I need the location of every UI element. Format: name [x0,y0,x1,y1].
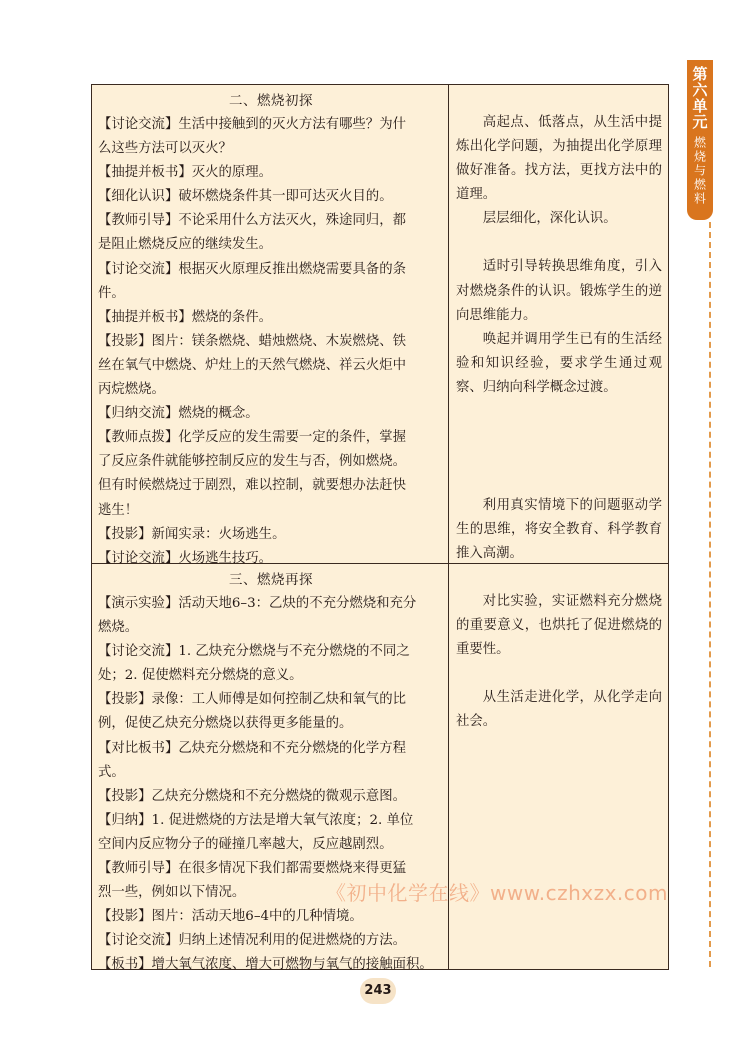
section-2-lines [98,113,444,571]
content-line: 是阻止燃烧反应的继续发生。 [98,237,273,253]
table-row-section-2 [92,85,668,564]
design-note: 从生活走进化学，从化学走向社会。 [456,690,662,730]
content-line: 【投影】新闻实录：火场逃生。 [98,526,286,542]
section-3-lines [98,592,444,978]
content-line: 【演示实验】活动天地6–3：乙炔的不充分燃烧和充分 [98,596,417,611]
content-line: 【抽提并板书】燃烧的条件。 [98,309,273,325]
content-line: 【教师引导】不论采用什么方法灭火，殊途同归，都 [98,213,406,229]
content-line: 【讨论交流】生活中接触到的灭火方法有哪些？为什 [98,117,406,132]
design-note: 层层细化，深化认识。 [482,211,617,227]
content-line: 【讨论交流】根据灭火原理反推出燃烧需要具备的条 [98,261,406,277]
design-note: 利用真实情境下的问题驱动学生的思维，将安全教育、科学教育推入高潮。 [456,498,662,562]
side-dashed-line [709,222,711,967]
content-line: 【投影】图片：活动天地6–4中的几种情境。 [98,909,363,925]
table-row-section-3 [92,564,668,973]
lesson-table [91,84,669,973]
content-line: 【投影】录像：工人师傅是如何控制乙炔和氧气的比 [98,692,406,708]
content-line: 了反应条件就能够控制反应的发生与否，例如燃烧。 [98,454,406,470]
content-line: 逃生！ [98,502,139,518]
unit-subtitle: 燃烧与燃料 [692,136,707,206]
section-title: 三、燃烧再探 [229,572,313,588]
design-note: 对比实验，实证燃料充分燃烧的重要意义，也烘托了促进燃烧的重要性。 [456,594,662,658]
unit-side-tab [687,60,713,220]
content-line: 【抽提并板书】灭火的原理。 [98,165,273,181]
content-line: 【对比板书】乙炔充分燃烧和不充分燃烧的化学方程 [98,740,406,756]
content-line: 空间内反应物分子的碰撞几率越大，反应越剧烈。 [98,836,393,852]
content-line: 丝在氧气中燃烧、炉灶上的天然气燃烧、祥云火炬中 [98,357,406,373]
content-line: 【板书】增大氧气浓度、增大可燃物与氧气的接触面积。 [98,957,433,973]
page-number: 243 [360,978,396,1004]
content-line: 烈一些，例如以下情况。 [98,885,246,901]
content-line: 【投影】图片：镁条燃烧、蜡烛燃烧、木炭燃烧、铁 [98,333,406,349]
content-line: 件。 [98,285,125,301]
content-line: 例，促使乙炔充分燃烧以获得更多能量的。 [98,716,353,732]
content-line: 【讨论交流】1. 乙炔充分燃烧与不充分燃烧的不同之 [98,644,410,660]
watermark-text: 《初中化学在线》www.czhxzx.com [326,881,669,905]
design-intent-cell [450,85,668,563]
content-line: 么这些方法可以灭火？ [98,141,232,157]
design-note: 适时引导转换思维角度，引入对燃烧条件的认识。锻炼学生的逆向思维能力。 [456,259,662,323]
content-line: 丙烷燃烧。 [98,382,165,398]
content-line: 【细化认识】破坏燃烧条件其一即可达灭火目的。 [98,189,393,205]
content-line: 【归纳交流】燃烧的概念。 [98,406,259,422]
section-title: 二、燃烧初探 [229,93,313,109]
content-line: 燃烧。 [98,620,139,636]
content-line: 【教师引导】在很多情况下我们都需要燃烧来得更猛 [98,861,406,877]
content-line: 但有时候燃烧过于剧烈，难以控制，就要想办法赶快 [98,478,406,494]
content-line: 式。 [98,764,125,780]
content-line: 【教师点拨】化学反应的发生需要一定的条件，掌握 [98,430,406,446]
design-intent-cell [450,564,668,969]
design-note: 高起点、低落点，从生活中提炼出化学问题，为抽提出化学原理做好准备。找方法，更找方法中的道理。 [456,115,662,203]
teaching-process-cell [92,85,449,566]
content-line: 【归纳】1. 促进燃烧的方法是增大氧气浓度；2. 单位 [98,812,414,828]
unit-label: 第六单元 [690,66,709,130]
content-line: 【投影】乙炔充分燃烧和不充分燃烧的微观示意图。 [98,788,406,804]
content-line: 【讨论交流】归纳上述情况利用的促进燃烧的方法。 [98,933,406,949]
design-note: 唤起并调用学生已有的生活经验和知识经验，要求学生通过观察、归纳向科学概念过渡。 [456,331,662,395]
teaching-process-cell [92,564,449,973]
content-line: 处；2. 促使燃料充分燃烧的意义。 [98,668,303,684]
content-line: 【讨论交流】火场逃生技巧。 [98,550,273,566]
